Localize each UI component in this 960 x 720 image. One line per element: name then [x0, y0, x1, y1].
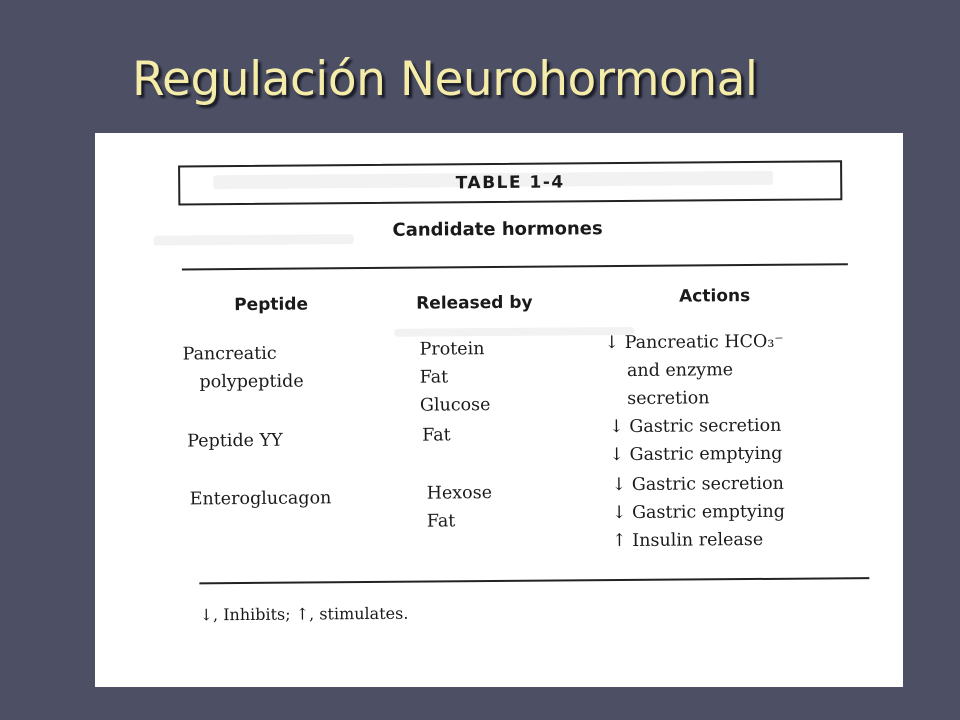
cell-released-by: Hexose Fat	[426, 483, 493, 532]
column-header-peptide: Peptide	[234, 294, 309, 316]
cell-released-by: Fat	[422, 425, 451, 446]
cell-actions: ↓ Gastric secretion ↓ Gastric emptying	[609, 415, 783, 466]
table-label: TABLE 1-4	[455, 172, 565, 194]
cell-actions: ↓ Pancreatic HCO₃⁻ and enzyme secretion	[604, 331, 784, 410]
column-header-released-by: Released by	[416, 292, 533, 314]
table-label-box	[178, 160, 842, 205]
table-caption: Candidate hormones	[392, 218, 603, 241]
scanned-table-image	[95, 133, 903, 687]
slide-title: Regulación Neurohormonal	[132, 52, 758, 107]
cell-peptide: Pancreatic polypeptide	[182, 343, 304, 393]
column-header-actions: Actions	[679, 286, 751, 307]
cell-peptide: Enteroglucagon	[189, 488, 332, 510]
table-top-rule	[182, 263, 848, 270]
table-bottom-rule	[199, 577, 869, 584]
cell-released-by: Protein Fat Glucose	[419, 339, 491, 416]
cell-actions: ↓ Gastric secretion ↓ Gastric emptying ↑ Insulin release	[611, 473, 786, 552]
table-footnote: ↓, Inhibits; ↑, stimulates.	[199, 603, 409, 625]
cell-peptide: Peptide YY	[187, 430, 283, 452]
